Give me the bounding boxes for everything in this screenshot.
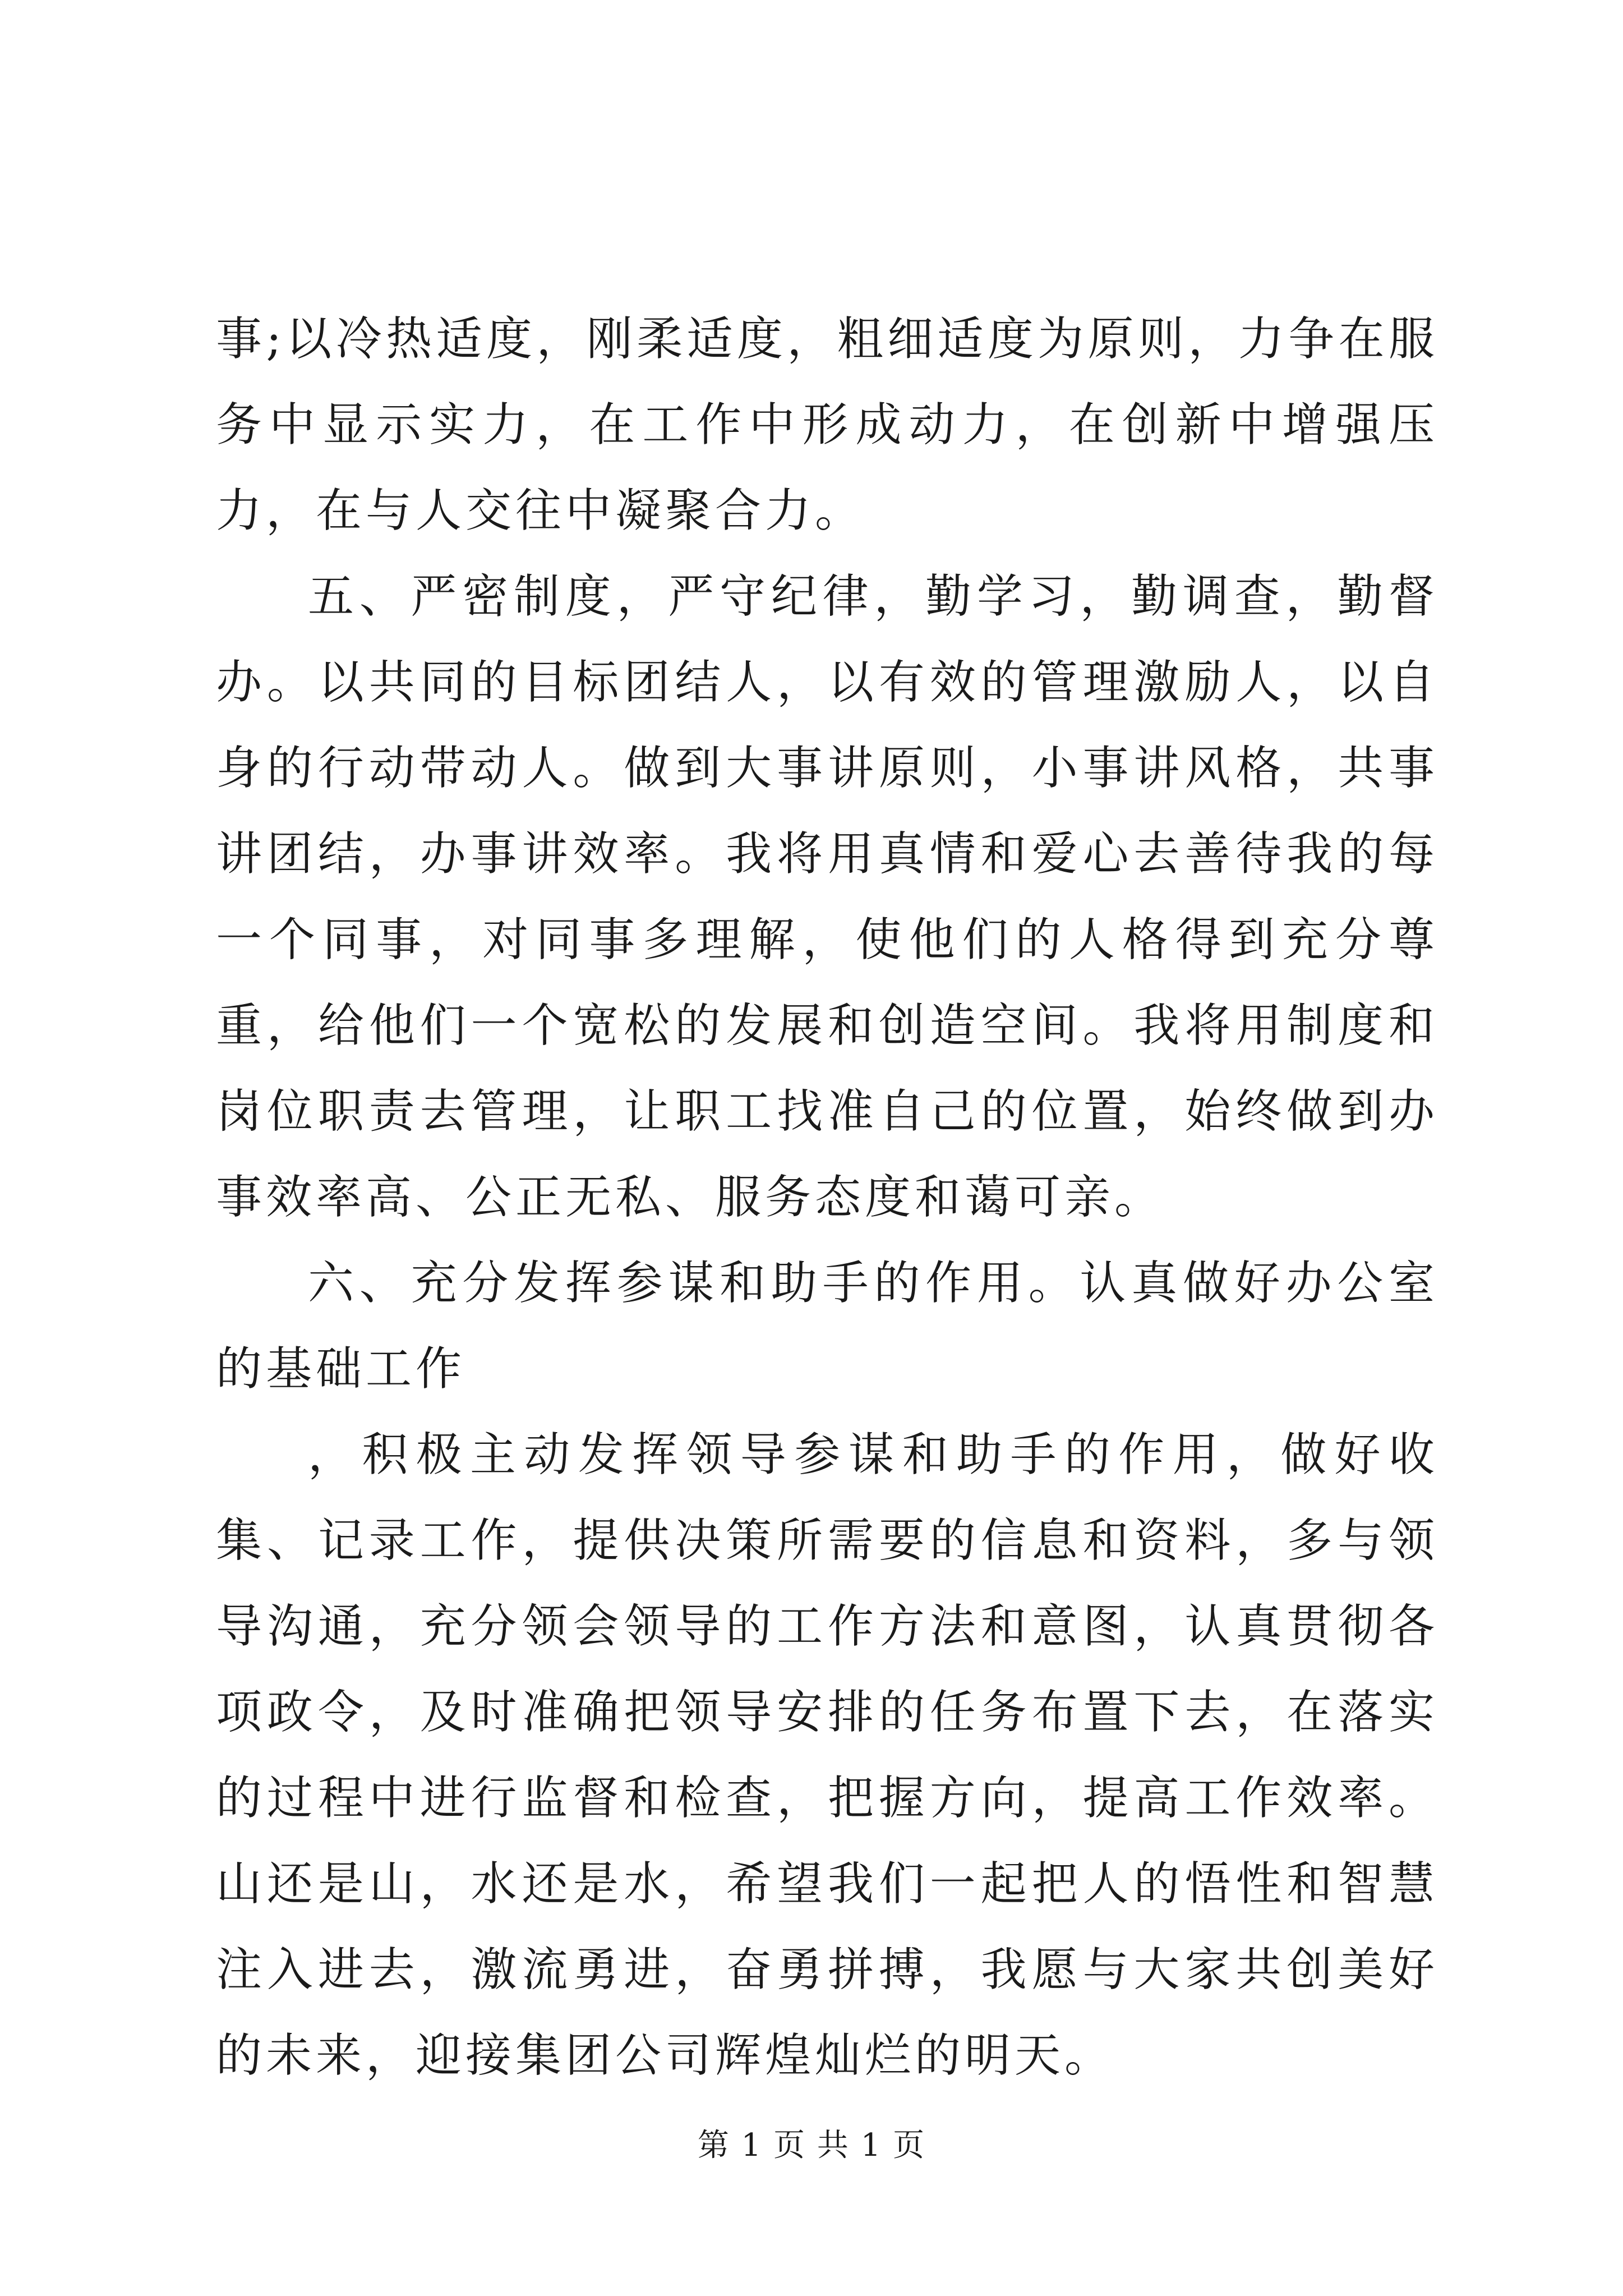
paragraph-section-six-body: ，积极主动发挥领导参谋和助手的作用，做好收集、记录工作，提供决策所需要的信息和资料，多与领导沟通，充分领会领导的工作方法和意图，认真贯彻各项政令，及时准确把领导安排的任务布置下去，在落实的过程中进行监督和检查，把握方向，提高工作效率。山还是山，水还是水，希望我们一起把人的悟性和智慧注入进去，激流勇进，奋勇拼搏，我愿与大家共创美好的未来，迎接集团公司辉煌灿烂的明天。 xyxy=(216,1428,1438,2082)
document-body xyxy=(216,296,1438,2099)
paragraph-continuation: 事;以冷热适度，刚柔适度，粗细适度为原则，力争在服务中显示实力，在工作中形成动力，在创新中增强压力，在与人交往中凝聚合力。 xyxy=(216,312,1438,537)
page-footer: 第 1 页 共 1 页 xyxy=(697,2127,926,2164)
paragraph-section-five: 五、严密制度，严守纪律，勤学习，勤调查，勤督办。以共同的目标团结人，以有效的管理激励人，以自身的行动带动人。做到大事讲原则，小事讲风格，共事讲团结，办事讲效率。我将用真情和爱心去善待我的每一个同事，对同事多理解，使他们的人格得到充分尊重，给他们一个宽松的发展和创造空间。我将用制度和岗位职责去管理，让职工找准自己的位置，始终做到办事效率高、公正无私、服务态度和蔼可亲。 xyxy=(216,570,1438,1224)
paragraph-section-six: 六、充分发挥参谋和助手的作用。认真做好办公室的基础工作 xyxy=(216,1257,1438,1396)
